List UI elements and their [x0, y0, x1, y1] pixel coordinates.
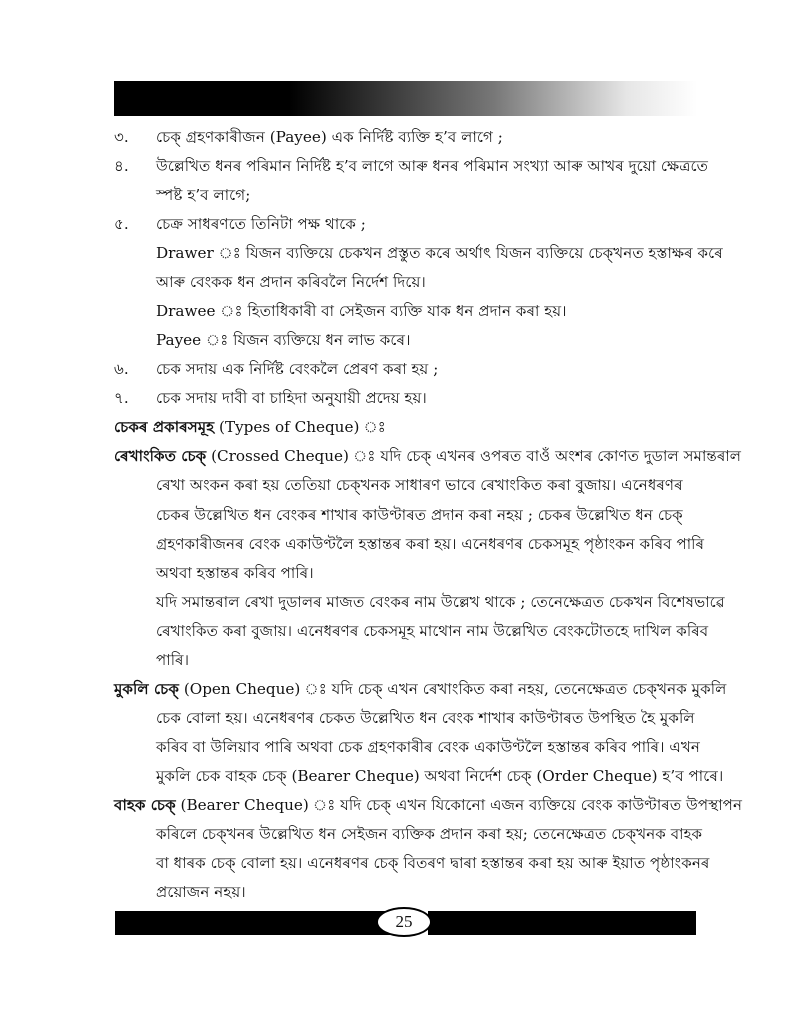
- paragraph-line: [156, 882, 246, 904]
- list-item-4-continued: [156, 185, 250, 207]
- crossed-cheque-paragraph: [114, 446, 741, 468]
- paragraph-text: গ্ৰহণকাৰীজনৰ বেংক একাউণ্টলৈ হস্তান্তৰ কৰা হয়। এনেধৰণৰ চেকসমূহ পৃষ্ঠাংকন কৰিব পাৰি: [156, 535, 705, 553]
- section-heading-types-of-cheque: [114, 417, 386, 439]
- paragraph-line: [156, 766, 723, 788]
- paragraph-text: যদি সমান্তৰাল ৰেখা দুডালৰ মাজত বেংকৰ নাম উল্লেখ থাকে ; তেনেক্ষেত্ৰত চেকখন বিশেষভাৱে: [156, 593, 725, 611]
- paragraph-text: মুকলি চেক বাহক চেক্ (Bearer Cheque) অথবা নিৰ্দেশ চেক্ (Order Cheque) হ’ব পাৰে।: [156, 767, 724, 785]
- paragraph-text: চেক বোলা হয়। এনেধৰণৰ চেকত উল্লেখিত ধন বেংক শাখাৰ কাউণ্টাৰত উপস্থিত হৈ মুকলি: [156, 709, 695, 727]
- list-number: ৭.: [114, 389, 129, 407]
- paragraph-text: কৰিলে চেক্খনৰ উল্লেখিত ধন সেইজন ব্যক্তিক প্ৰদান কৰা হয়; তেনেক্ষেত্ৰত চেক্খনক বাহক: [156, 825, 703, 843]
- paragraph-text: পাৰি।: [156, 651, 190, 669]
- paragraph-line: [156, 824, 702, 846]
- paragraph-text: অথবা হস্তান্তৰ কৰিব পাৰি।: [156, 564, 314, 582]
- term-bold: বাহক চেক্: [114, 796, 176, 814]
- paragraph-text: বা ধাৰক চেক্ বোলা হয়। এনেধৰণৰ চেক্ বিতৰণ দ্বাৰা হস্তান্তৰ কৰা হয় আৰু ইয়াত পৃষ্ঠাংকনৰ: [156, 854, 710, 872]
- list-text: চেক সদায় এক নিৰ্দিষ্ট বেংকলৈ প্ৰেৰণ কৰা হয় ;: [156, 360, 439, 378]
- paragraph-text: (Crossed Cheque) ঃ যদি চেক্ এখনৰ ওপৰত বাওঁ অংশৰ কোণত দুডাল সমান্তৰাল: [206, 447, 742, 465]
- footer-bar-right: [428, 911, 696, 935]
- page-number: 25: [376, 907, 432, 937]
- paragraph-line: [156, 853, 709, 875]
- paragraph-line: [156, 534, 704, 556]
- drawee-definition: [156, 301, 567, 323]
- list-text: চেক সদায় দাবী বা চাহিদা অনুযায়ী প্ৰদেয় হয়।: [156, 389, 427, 407]
- list-item-3: [114, 127, 503, 149]
- paragraph-text: (Bearer Cheque) ঃ যদি চেক্ এখন যিকোনো এজন ব্যক্তিয়ে বেংক কাউণ্টাৰত উপস্থাপন: [175, 796, 743, 814]
- paragraph-line: [156, 592, 725, 614]
- paragraph-text: ৰেখাংকিত কৰা বুজায়। এনেধৰণৰ চেকসমূহ মাথোন নাম উল্লেখিত বেংকটোতহে দাখিল কৰিব: [156, 622, 709, 640]
- paragraph-line: [156, 650, 189, 672]
- list-number: ৫.: [114, 215, 129, 233]
- paragraph-text: আৰু বেংকক ধন প্ৰদান কৰিবলৈ নিৰ্দেশ দিয়ে।: [156, 273, 426, 291]
- list-item-7: [114, 388, 427, 410]
- open-cheque-paragraph: [114, 679, 726, 701]
- list-text: চেক্ৰ সাধৰণতে তিনিটা পক্ষ থাকে ;: [156, 215, 366, 233]
- term-bold: মুকলি চেক্: [114, 680, 179, 698]
- list-item-5: [114, 214, 366, 236]
- heading-text: (Types of Cheque) ঃ: [214, 418, 386, 436]
- paragraph-text: Drawee ঃ হিতাধিকাৰী বা সেইজন ব্যক্তি যাক ধন প্ৰদান কৰা হয়।: [156, 302, 567, 320]
- paragraph-text: চেকৰ উল্লেখিত ধন বেংকৰ শাখাৰ কাউণ্টাৰত প্ৰদান কৰা নহয় ; চেকৰ উল্লেখিত ধন চেক্: [156, 506, 683, 524]
- paragraph-text: Payee ঃ যিজন ব্যক্তিয়ে ধন লাভ কৰে।: [156, 331, 411, 349]
- footer-bar-left: [115, 911, 395, 935]
- paragraph-line: [156, 737, 700, 759]
- paragraph-line: [156, 475, 683, 497]
- list-number: ৩.: [114, 128, 129, 146]
- paragraph-line: [156, 621, 708, 643]
- list-number: ৬.: [114, 360, 129, 378]
- paragraph-text: কৰিব বা উলিয়াব পাৰি অথবা চেক গ্ৰহণকাৰীৰ বেংক একাউণ্টলৈ হস্তান্তৰ কৰিব পাৰি। এখন: [156, 738, 700, 756]
- list-item-4: [114, 156, 708, 178]
- paragraph-line: [156, 505, 683, 527]
- list-number: ৪.: [114, 157, 129, 175]
- paragraph-line: [156, 708, 695, 730]
- paragraph-text: স্পষ্ট হ’ব লাগে;: [156, 186, 251, 204]
- payee-definition: [156, 330, 411, 352]
- heading-bold: চেকৰ প্ৰকাৰসমূহ: [114, 418, 215, 436]
- term-bold: ৰেখাংকিত চেক্: [114, 447, 207, 465]
- list-item-6: [114, 359, 438, 381]
- drawer-definition-continued: [156, 272, 426, 294]
- paragraph-text: প্ৰয়োজন নহয়।: [156, 883, 246, 901]
- paragraph-text: (Open Cheque) ঃ যদি চেক্ এখন ৰেখাংকিত কৰা নহয়, তেনেক্ষেত্ৰত চেক্খনক মুকলি: [179, 680, 727, 698]
- list-text: চেক্ গ্ৰহণকাৰীজন (Payee) এক নিৰ্দিষ্ট ব্যক্তি হ’ব লাগে ;: [156, 128, 503, 146]
- list-text: উল্লেখিত ধনৰ পৰিমান নিৰ্দিষ্ট হ’ব লাগে আৰু ধনৰ পৰিমান সংখ্যা আৰু আখৰ দুয়ো ক্ষেত্ৰতে: [156, 157, 709, 175]
- bearer-cheque-paragraph: [114, 795, 742, 817]
- paragraph-text: Drawer ঃ যিজন ব্যক্তিয়ে চেকখন প্ৰস্তুত কৰে অৰ্থাৎ যিজন ব্যক্তিয়ে চেক্খনত হস্তাক্ষৰ কৰে: [156, 244, 723, 262]
- paragraph-line: [156, 563, 314, 585]
- drawer-definition: [156, 243, 723, 265]
- paragraph-text: ৰেখা অংকন কৰা হয় তেতিয়া চেক্খনক সাধাৰণ ভাবে ৰেখাংকিত কৰা বুজায়। এনেধৰণৰ: [156, 476, 683, 494]
- header-decorative-bar: [114, 81, 697, 116]
